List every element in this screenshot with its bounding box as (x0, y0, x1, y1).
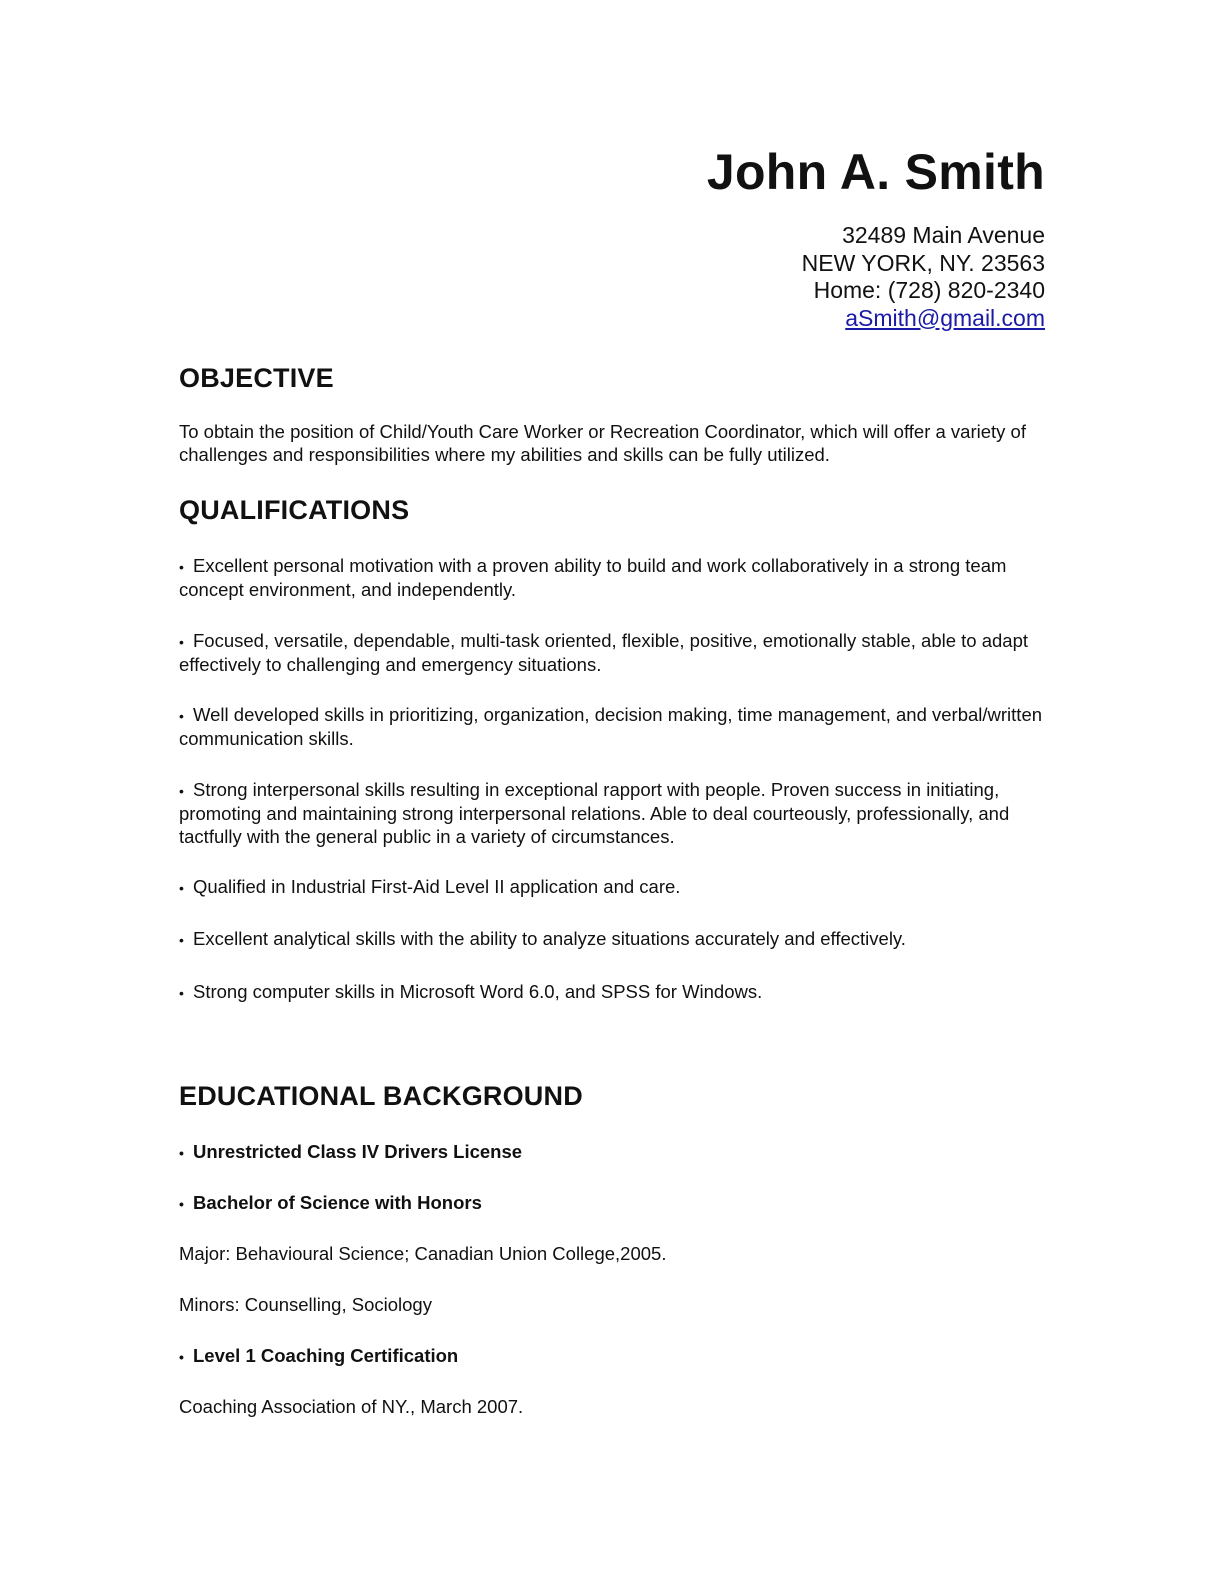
education-heading: EDUCATIONAL BACKGROUND (179, 1081, 583, 1111)
qualification-item: • Strong interpersonal skills resulting in exceptional rapport with people. Proven success in initiating, promoting and maintaining strong interpersonal relations. Able to deal courteously, professionally, and tactfully with the general public in a variety of circumstances. (179, 779, 1049, 848)
address-line-1: 32489 Main Avenue (842, 222, 1045, 248)
objective-text: To obtain the position of Child/Youth Care Worker or Recreation Coordinator, which will offer a variety of challenges and responsibilities where my abilities and skills can be fully utilized. (179, 421, 1026, 465)
qualification-item: • Well developed skills in prioritizing, organization, decision making, time management, and verbal/written communication skills. (179, 704, 1049, 751)
education-certification-detail: Coaching Association of NY., March 2007. (179, 1396, 524, 1417)
education-certification: • Level 1 Coaching Certification (179, 1345, 1049, 1369)
phone-number: Home: (728) 820-2340 (813, 277, 1045, 303)
education-license: • Unrestricted Class IV Drivers License (179, 1141, 1049, 1165)
qualification-item: • Excellent analytical skills with the ability to analyze situations accurately and effectively. (179, 928, 1049, 952)
contact-block (707, 222, 1045, 332)
qualification-item: • Excellent personal motivation with a proven ability to build and work collaboratively in a strong team concept environment, and independently. (179, 555, 1049, 602)
education-degree: • Bachelor of Science with Honors (179, 1192, 1049, 1216)
objective-heading: OBJECTIVE (179, 363, 334, 393)
objective-section (179, 362, 1049, 467)
qualification-item: • Focused, versatile, dependable, multi-task oriented, flexible, positive, emotionally stable, able to adapt effectively to challenging and emergency situations. (179, 630, 1049, 677)
email-link[interactable]: aSmith@gmail.com (845, 304, 1045, 331)
education-minors: Minors: Counselling, Sociology (179, 1294, 432, 1315)
applicant-name: John A. Smith (706, 144, 1045, 200)
qualifications-section (179, 494, 1049, 526)
education-major: Major: Behavioural Science; Canadian Union College,2005. (179, 1243, 667, 1264)
address-line-2: NEW YORK, NY. 23563 (801, 249, 1045, 276)
qualifications-heading: QUALIFICATIONS (179, 495, 410, 525)
qualification-item: • Qualified in Industrial First-Aid Level II application and care. (179, 876, 1049, 900)
education-section (179, 1080, 1049, 1112)
qualification-item: • Strong computer skills in Microsoft Word 6.0, and SPSS for Windows. (179, 981, 1049, 1005)
resume-header (707, 142, 1045, 332)
